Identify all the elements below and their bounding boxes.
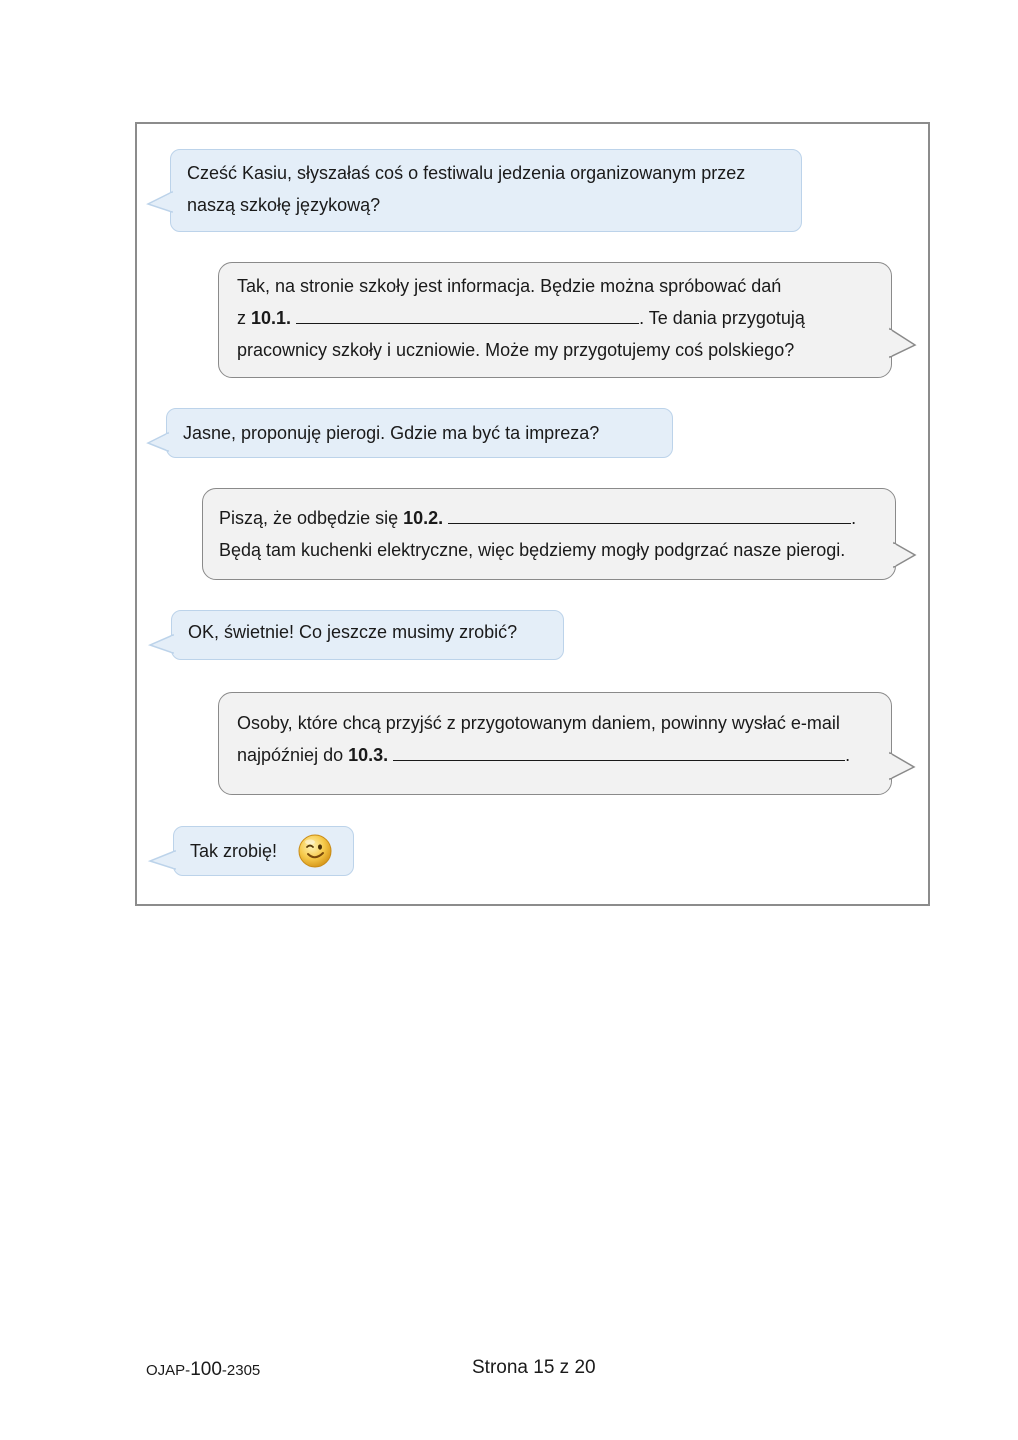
bubble-tail [893,541,917,569]
bubble-tail [889,327,917,359]
message-line: Będą tam kuchenki elektryczne, więc będziemy mogły podgrzać nasze pierogi. [219,540,846,560]
item-number: 10.1. [251,308,292,328]
message-text: z [237,308,252,328]
exam-code [146,1359,260,1381]
message-text: . [851,508,857,528]
message-line [219,502,879,534]
bubble-tail [889,751,916,781]
message-text: . [845,745,851,765]
item-number: 10.2. [403,508,444,528]
message-text: . Te dania przygotują [639,308,805,328]
winking-face-icon [297,833,333,869]
chat-bubble-7 [173,826,354,876]
message-text: Tak zrobię! [190,841,278,861]
bubble-tail [147,433,169,453]
message-line: pracownicy szkoły i uczniowie. Może my przygotujemy coś polskiego? [237,340,795,360]
message-text: Cześć Kasiu, słyszałaś coś o festiwalu jedzenia organizowanym przez naszą szkołę językową? [187,163,746,215]
chat-bubble-5 [171,610,564,660]
answer-blank-10-3[interactable] [393,740,845,761]
exam-code-suffix: -2305 [221,1362,261,1379]
message-text: Piszą, że odbędzie się [219,508,404,528]
item-number: 10.3. [348,745,389,765]
message-line [237,302,875,334]
message-line: Tak, na stronie szkoły jest informacja. Będzie można spróbować dań [237,276,782,296]
chat-bubble-2 [218,262,892,378]
exam-code-prefix: OJAP- [146,1362,191,1379]
message-text: najpóźniej do [237,745,349,765]
message-line [237,739,875,771]
answer-blank-10-2[interactable] [448,503,851,524]
chat-bubble-4 [202,488,896,580]
bubble-tail [149,851,176,871]
bubble-tail [147,192,173,214]
page-number: Strona 15 z 20 [472,1357,596,1378]
chat-bubble-1 [170,149,802,232]
message-text: Jasne, proponuję pierogi. Gdzie ma być ta impreza? [183,423,600,443]
chat-bubble-6 [218,692,892,795]
exam-code-number: 100 [190,1359,222,1380]
chat-bubble-3 [166,408,673,458]
message-text: OK, świetnie! Co jeszcze musimy zrobić? [188,622,518,642]
answer-blank-10-1[interactable] [296,303,639,324]
bubble-tail [149,635,174,655]
message-line: Osoby, które chcą przyjść z przygotowanym daniem, powinny wysłać e-mail [237,713,840,733]
